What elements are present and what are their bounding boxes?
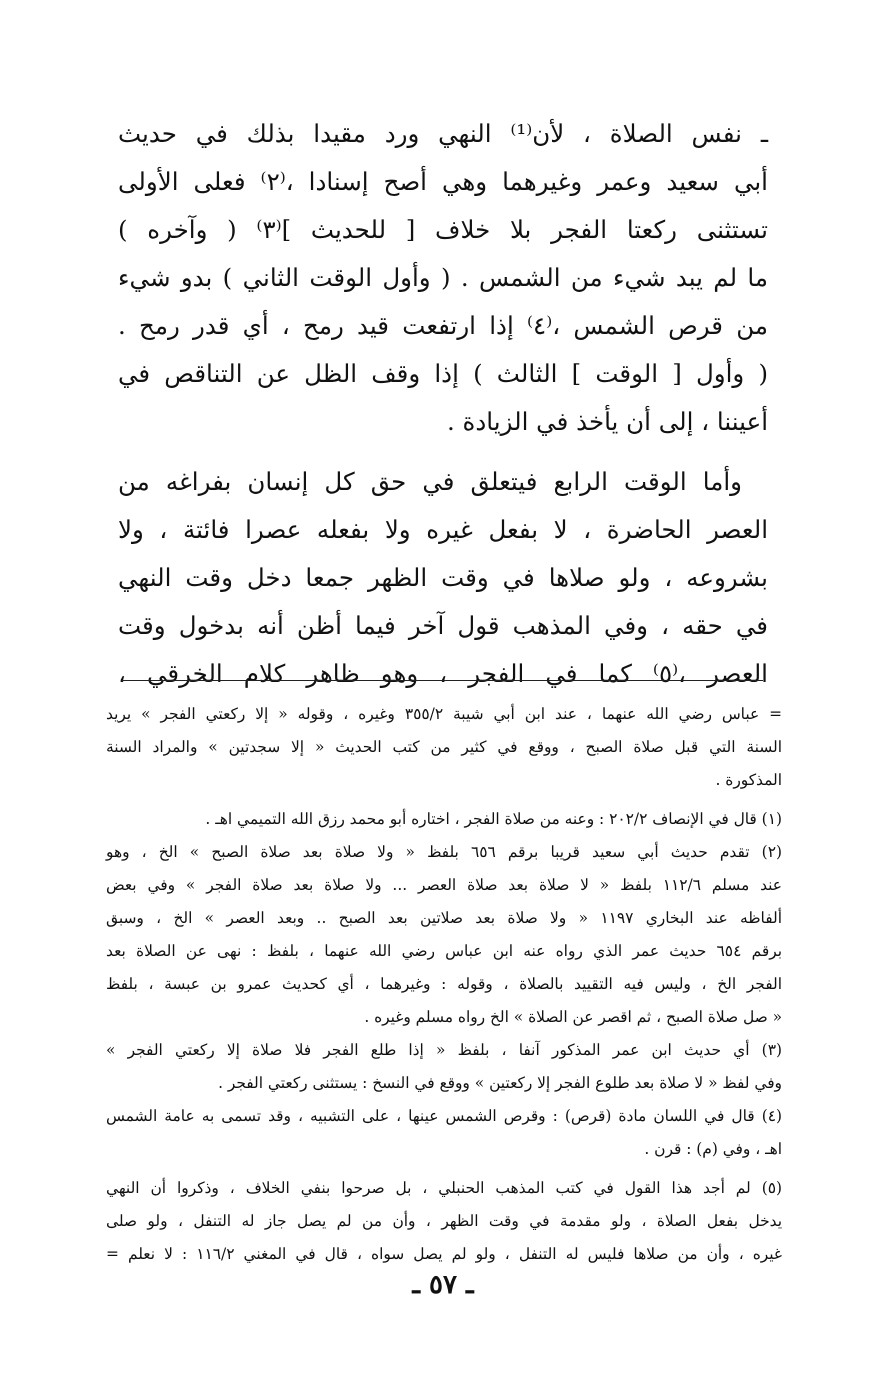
text-line: العصر ،⁽٥⁾ كما في الفجر ، وهو ظاهر كلام الخرقي ، bbox=[118, 659, 768, 688]
page-number: ـ ٥٧ ـ bbox=[412, 1270, 474, 1300]
footnote-3 bbox=[106, 1034, 782, 1100]
main-text bbox=[118, 110, 768, 698]
text-line: وأما الوقت الرابع فيتعلق في حق كل إنسان بفراغه من bbox=[118, 467, 742, 496]
footnote-line: وفي لفظ « لا صلاة بعد طلوع الفجر إلا ركعتين » ووقع في النسخ : يستثنى ركعتي الفجر . bbox=[218, 1074, 782, 1092]
footnote-divider bbox=[121, 680, 763, 681]
text-line: ما لم يبد شيء من الشمس . ( وأول الوقت الثاني ) بدو شيء bbox=[118, 263, 768, 292]
footnote-line: السنة التي قبل صلاة الصبح ، ووقع في كثير من كتب الحديث « إلا سجدتين » والمراد السنة bbox=[106, 738, 782, 756]
text-line: ـ نفس الصلاة ، لأن⁽¹⁾ النهي ورد مقيدا بذلك في حديث bbox=[118, 119, 769, 148]
footnote-line: اهـ ، وفي (م) : قرن . bbox=[644, 1140, 782, 1158]
footnote-line: عند مسلم ١١٢/٦ بلفظ « لا صلاة بعد صلاة العصر ... ولا صلاة بعد صلاة الفجر » وفي بعض bbox=[106, 876, 782, 894]
text-line: تستثنى ركعتا الفجر بلا خلاف [ للحديث ]⁽٣⁾ ( وآخره ) bbox=[118, 215, 768, 244]
footnote-line: (٢) تقدم حديث أبي سعيد قريبا برقم ٦٥٦ بلفظ « ولا صلاة بعد صلاة الصبح » الخ ، وهو bbox=[106, 843, 782, 861]
footnote-line: المذكورة . bbox=[715, 771, 782, 789]
footnote-line: « صل صلاة الصبح ، ثم اقصر عن الصلاة » الخ رواه مسلم وغيره . bbox=[364, 1008, 782, 1026]
footnote-line: برقم ٦٥٤ حديث عمر الذي رواه عنه ابن عباس رضي الله عنهما ، بلفظ : نهى عن الصلاة بعد bbox=[106, 942, 782, 960]
footnote-line: (٣) أي حديث ابن عمر المذكور آنفا ، بلفظ « إذا طلع الفجر فلا صلاة إلا ركعتي الفجر » bbox=[106, 1041, 782, 1059]
footnote-line: غيره ، وأن من صلاها فليس له التنفل ، ولو لم يصل سواه ، قال في المغني ١١٦/٢ : لا نعلم = bbox=[106, 1245, 782, 1263]
footnote-line: (٥) لم أجد هذا القول في كتب المذهب الحنبلي ، بل صرحوا بنفي الخلاف ، وذكروا أن النهي bbox=[106, 1179, 782, 1197]
footnote-2 bbox=[106, 836, 782, 1034]
text-line: أبي سعيد وعمر وغيرهما وهي أصح إسنادا ،⁽٢⁾ فعلى الأولى bbox=[118, 167, 768, 196]
text-line: العصر الحاضرة ، لا بفعل غيره ولا بفعله عصرا فائتة ، ولا bbox=[118, 515, 768, 544]
footnote-line: (١) قال في الإنصاف ٢٠٢/٢ : وعنه من صلاة الفجر ، اختاره أبو محمد رزق الله التميمي اهـ . bbox=[205, 810, 782, 828]
footnote-line: يدخل بفعل الصلاة ، ولو مقدمة في وقت الظهر ، وأن من لم يصل جاز له التنفل ، ولو صلى bbox=[106, 1212, 782, 1230]
text-line: ( وأول [ الوقت ] الثالث ) إذا وقف الظل عن التناقص في bbox=[118, 359, 768, 388]
footnote-line: الفجر الخ ، وليس فيه التقييد بالصلاة ، وقوله : وغيرهما ، أي كحديث عمرو بن عبسة ، بلفظ bbox=[106, 975, 782, 993]
footnote-line: = عباس رضي الله عنهما ، عند ابن أبي شيبة ٣٥٥/٢ وغيره ، وقوله « إلا ركعتي الفجر » يريد bbox=[106, 705, 783, 723]
text-line: بشروعه ، ولو صلاها في وقت الظهر جمعا دخل وقت النهي bbox=[118, 563, 768, 592]
text-line: من قرص الشمس ،⁽٤⁾ إذا ارتفعت قيد رمح ، أي قدر رمح . bbox=[118, 311, 768, 340]
paragraph-1 bbox=[118, 110, 768, 446]
footnote-line: (٤) قال في اللسان مادة (قرص) : وقرص الشمس عينها ، على التشبيه ، وقد تسمى به عامة الشمس bbox=[106, 1107, 782, 1125]
footnote-line: ألفاظه عند البخاري ١١٩٧ « ولا صلاة بعد صلاتين بعد الصبح .. وبعد العصر » الخ ، وسبق bbox=[106, 909, 782, 927]
text-line: في حقه ، وفي المذهب قول آخر فيما أظن أنه بدخول وقت bbox=[118, 611, 768, 640]
text-line: أعيننا ، إلى أن يأخذ في الزيادة . bbox=[446, 407, 768, 436]
footnote-continuation bbox=[106, 698, 782, 797]
footnotes bbox=[106, 698, 782, 1271]
footnote-1 bbox=[106, 803, 782, 836]
footnote-4 bbox=[106, 1100, 782, 1166]
paragraph-2 bbox=[118, 458, 768, 698]
footnote-5 bbox=[106, 1172, 782, 1271]
